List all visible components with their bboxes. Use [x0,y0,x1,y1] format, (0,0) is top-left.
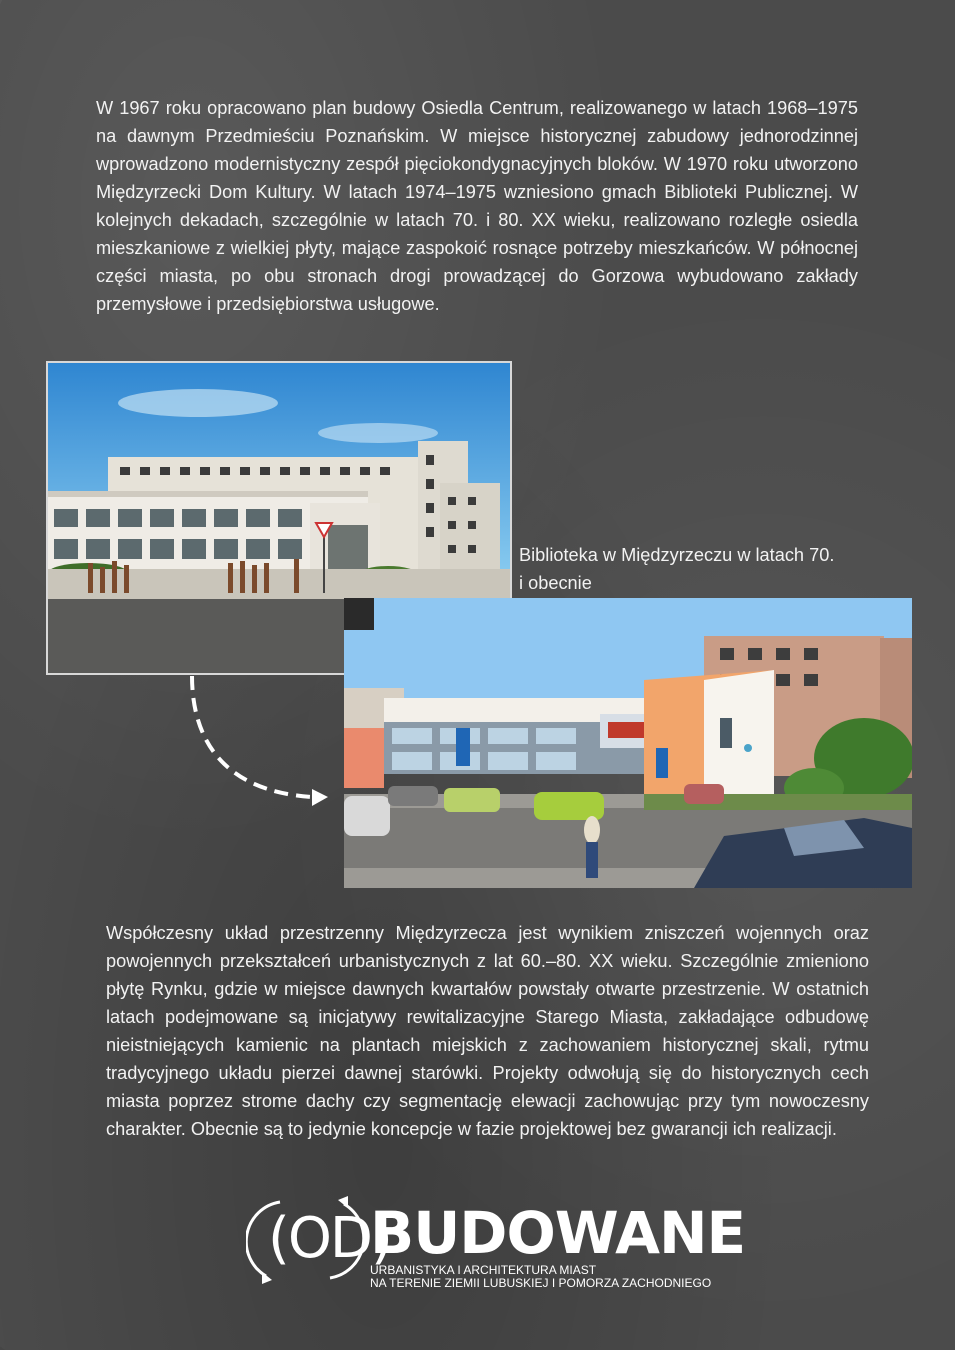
logo-od: (OD) [268,1206,391,1271]
logo-wordmark: BUDOWANE [370,1199,746,1267]
library-today-photo [344,598,912,888]
paragraph-history: W 1967 roku opracowano plan budowy Osiedla Centrum, realizowanego w latach 1968–1975 na dawnym Przedmieściu Poznańskim. W miejsce historycznej zabudowy jednorodzinnej wprowadzono modernistyczny zespół pięciokondygnacyjnych bloków. W 1970 roku utworzono Międzyrzecki Dom Kultury. W latach 1974–1975 wzniesiono gmach Biblioteki Publicznej. W kolejnych dekadach, szczególnie w latach 70. i 80. XX wieku, realizowano rozległe osiedla mieszkaniowe z wielkiej płyty, mające zaspokoić rosnące potrzeby mieszkańców. W północnej części miasta, po obu stronach drogi prowadzącej do Gorzowa wybudowano zakłady przemysłowe i przedsiębiorstwa usługowe. [96,98,858,314]
photo-caption [519,541,899,597]
arrow-icon [180,676,340,816]
paragraph-today-part-2: z zachowaniem historycznej skali, rytmu tradycyjnego układu pierzei dawnej starówki. Projekty odwołują się do historycznych cech miasta poprzez strome dachy czy segmentację elewacji zachowując przy tym nowoczesny charakter. Obecnie są to jedynie koncepcje w fazie projektowej bez gwarancji ich realizacji. [106,1035,869,1139]
caption-line-1: Biblioteka w Międzyrzeczu w latach 70. [519,545,835,565]
paragraph-today [106,919,869,1143]
logo-tagline [370,1264,711,1290]
logo-tagline-line-1: URBANISTYKA I ARCHITEKTURA MIAST [370,1263,597,1277]
paragraph-today-part-1: Współczesny układ przestrzenny Międzyrzecza jest wynikiem zniszczeń wojennych oraz powojennych przekształceń urbanistycznych z lat 60.–80. XX wieku. Szczególnie zmieniono płytę Rynku, gdzie w miejsce dawnych kwartałów powstały otwarte przestrzenie. W ostatnich latach podejmowane są inicjatywy rewitalizacyjne Starego Miasta, zakładające odbudowę nieistniejących kamienic na plantach miejskich [106,923,869,1055]
caption-line-2: i obecnie [519,573,592,593]
logo-tagline-line-2: NA TERENIE ZIEMII LUBUSKIEJ I POMORZA ZACHODNIEGO [370,1276,712,1290]
odbudowane-logo [246,1196,746,1292]
